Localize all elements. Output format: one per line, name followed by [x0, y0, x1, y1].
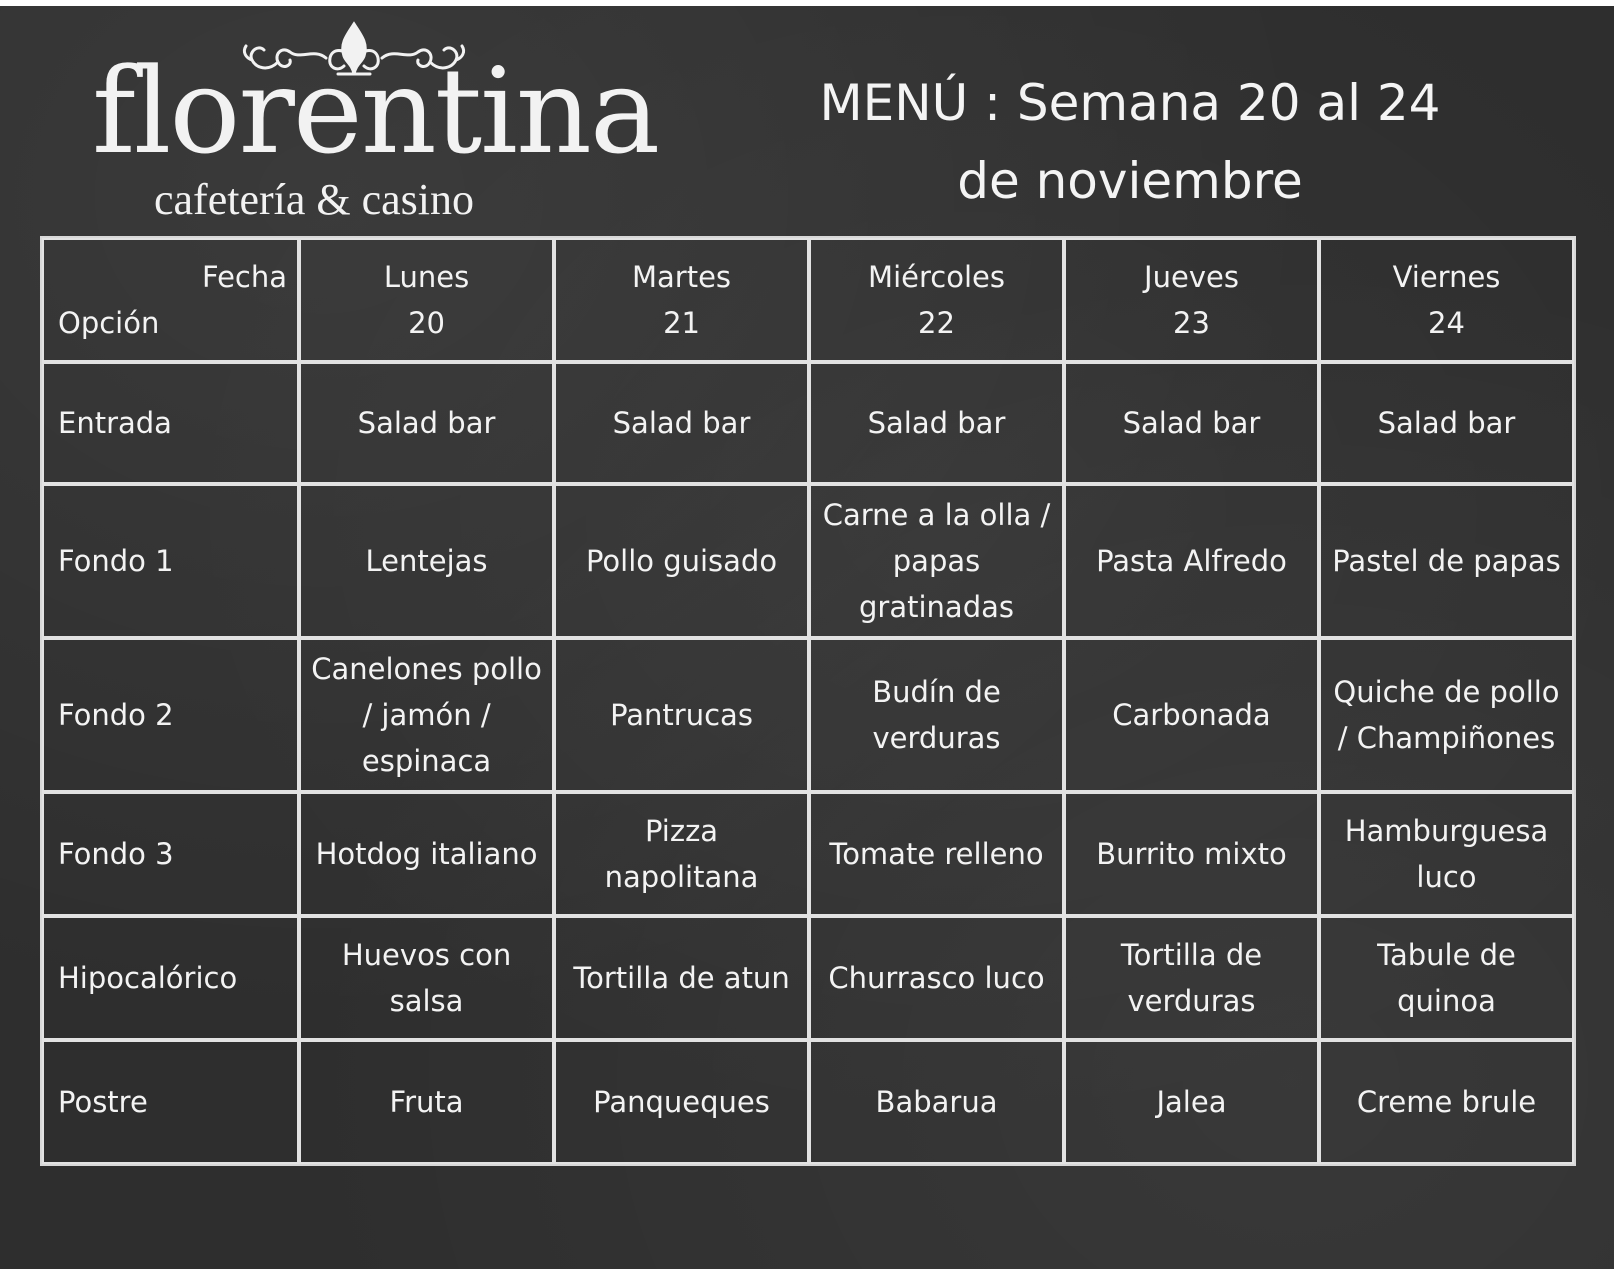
row-label: Postre: [42, 1040, 299, 1164]
day-name: Miércoles: [868, 260, 1005, 294]
corner-label-fecha: Fecha: [202, 260, 288, 294]
menu-cell: Pantrucas: [554, 638, 809, 792]
menu-cell: Canelones pollo / jamón / espinaca: [299, 638, 554, 792]
day-header: [299, 238, 554, 362]
row-label: Entrada: [42, 362, 299, 484]
menu-cell: Salad bar: [299, 362, 554, 484]
menu-cell: Creme brule: [1319, 1040, 1574, 1164]
menu-cell: Fruta: [299, 1040, 554, 1164]
menu-cell: Salad bar: [554, 362, 809, 484]
menu-cell: Budín de verduras: [809, 638, 1064, 792]
menu-cell: Salad bar: [809, 362, 1064, 484]
menu-cell: Tomate relleno: [809, 792, 1064, 916]
row-label: Fondo 1: [42, 484, 299, 638]
logo: [84, 12, 659, 224]
menu-cell: Carne a la olla / papas gratinadas: [809, 484, 1064, 638]
table-row: [42, 916, 1574, 1040]
day-name: Jueves: [1144, 260, 1239, 294]
day-name: Lunes: [383, 260, 470, 294]
menu-cell: Salad bar: [1064, 362, 1319, 484]
chalkboard-background: [0, 6, 1614, 1269]
day-header: [1064, 238, 1319, 362]
menu-cell: Pastel de papas: [1319, 484, 1574, 638]
menu-cell: Hamburguesa luco: [1319, 792, 1574, 916]
menu-cell: Salad bar: [1319, 362, 1574, 484]
menu-cell: Tortilla de atun: [554, 916, 809, 1040]
row-label: Hipocalórico: [42, 916, 299, 1040]
menu-cell: Babarua: [809, 1040, 1064, 1164]
menu-cell: Pasta Alfredo: [1064, 484, 1319, 638]
row-label: Fondo 3: [42, 792, 299, 916]
menu-cell: Lentejas: [299, 484, 554, 638]
day-header: [809, 238, 1064, 362]
menu-cell: Churrasco luco: [809, 916, 1064, 1040]
day-name: Martes: [632, 260, 732, 294]
table-row: [42, 362, 1574, 484]
day-number: 20: [408, 306, 445, 340]
corner-label-opcion: Opción: [58, 306, 160, 340]
logo-name: florentina: [92, 42, 659, 180]
menu-cell: Hotdog italiano: [299, 792, 554, 916]
day-number: 23: [1173, 306, 1210, 340]
header-row: [42, 238, 1574, 362]
day-number: 21: [663, 306, 700, 340]
menu-cell: Huevos con salsa: [299, 916, 554, 1040]
menu-cell: Tabule de quinoa: [1319, 916, 1574, 1040]
table-row: [42, 638, 1574, 792]
menu-cell: Tortilla de verduras: [1064, 916, 1319, 1040]
menu-cell: Pollo guisado: [554, 484, 809, 638]
weekly-menu-table: [40, 236, 1576, 1166]
day-number: 22: [918, 306, 955, 340]
corner-cell: [42, 238, 299, 362]
table-row: [42, 1040, 1574, 1164]
day-name: Viernes: [1392, 260, 1501, 294]
row-label: Fondo 2: [42, 638, 299, 792]
day-number: 24: [1428, 306, 1465, 340]
table-row: [42, 484, 1574, 638]
day-header: [1319, 238, 1574, 362]
menu-title-line-1: MENÚ : Semana 20 al 24: [819, 74, 1441, 132]
menu-cell: Carbonada: [1064, 638, 1319, 792]
menu-cell: Panqueques: [554, 1040, 809, 1164]
menu-cell: Pizza napolitana: [554, 792, 809, 916]
day-header: [554, 238, 809, 362]
menu-title: [760, 64, 1500, 220]
menu-cell: Burrito mixto: [1064, 792, 1319, 916]
logo-subtitle: cafetería & casino: [154, 175, 475, 224]
menu-cell: Jalea: [1064, 1040, 1319, 1164]
menu-cell: Quiche de pollo / Champiñones: [1319, 638, 1574, 792]
menu-title-line-2: de noviembre: [957, 152, 1303, 210]
table-row: [42, 792, 1574, 916]
